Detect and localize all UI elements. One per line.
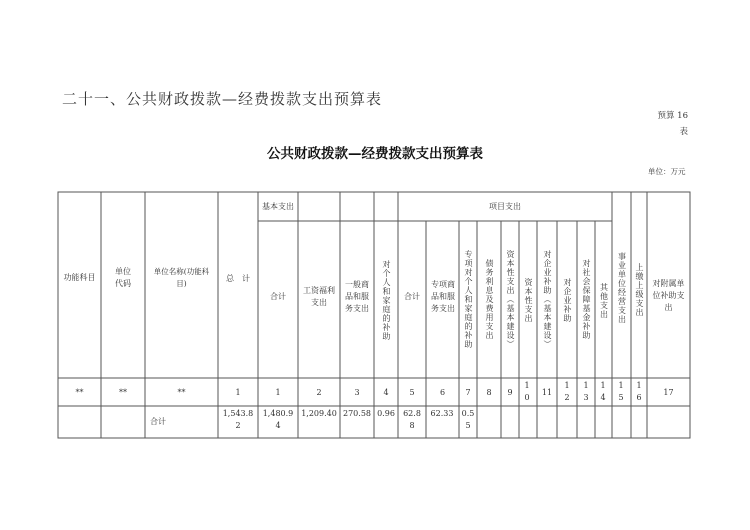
- index-cell-12: 12: [564, 381, 570, 402]
- total-row-proj-goods: 62.33: [430, 409, 454, 418]
- total-row-label: 合计: [150, 417, 166, 426]
- header-biz-expense: 事业单位经营支出: [617, 252, 627, 324]
- index-cell-total: 1: [235, 388, 241, 397]
- header-proj-social: 对社会保障基金补助: [582, 259, 591, 340]
- header-func-code: 功能科目: [63, 273, 96, 282]
- index-cell-13: 13: [583, 381, 589, 402]
- header-basic-sum: 合计: [270, 292, 286, 301]
- total-row-basic-goods: 270.58: [343, 409, 371, 418]
- header-project: 项目支出: [489, 202, 521, 211]
- document-heading: 二十一、公共财政拨款—经费拨款支出预算表: [62, 90, 383, 108]
- header-subsidy: 对附属单位补助支出: [652, 279, 685, 312]
- total-row-basic-wage: 1,209.40: [301, 409, 337, 418]
- header-total: 总 计: [226, 274, 250, 283]
- index-cell-3: 3: [354, 388, 360, 397]
- table-number: 预算 16 表: [657, 111, 688, 137]
- total-row-total: 1,543.82: [222, 409, 254, 430]
- index-cell-2: 2: [316, 388, 322, 397]
- index-cell-9: 9: [507, 388, 513, 397]
- total-row-basic-sum: 1,480.94: [262, 409, 294, 430]
- header-proj-capital-basic: 资本性支出（基本建设）: [506, 250, 515, 349]
- index-cell-name: **: [177, 388, 186, 397]
- header-unit-name: 单位名称(功能科目): [153, 267, 210, 288]
- header-basic-wage: 工资福利支出: [303, 286, 335, 307]
- table-title: 公共财政拨款—经费拨款支出预算表: [267, 146, 483, 162]
- index-cell-7: 7: [465, 388, 471, 397]
- header-proj-debt: 债务利息及费用支出: [485, 259, 494, 340]
- index-cell-6: 6: [439, 388, 446, 397]
- total-row-basic-personal: 0.96: [377, 409, 395, 418]
- index-cell-code: **: [119, 388, 127, 397]
- header-unit-code: 单位代码: [115, 267, 131, 288]
- header-upper: 上缴上级支出: [635, 263, 644, 317]
- index-cell-func: **: [75, 388, 84, 397]
- total-row-proj-personal: 0.55: [461, 409, 475, 430]
- header-proj-personal: 专项对个人和家庭的补助: [464, 250, 473, 349]
- header-basic-personal: 对个人和家庭的补助: [382, 259, 391, 341]
- index-cell-17: 17: [663, 388, 674, 397]
- index-cell-4: 4: [383, 388, 389, 397]
- header-proj-capital: 资本性支出: [524, 277, 533, 323]
- index-cell-1: 1: [275, 388, 281, 397]
- index-cell-10: 10: [524, 381, 530, 402]
- index-cell-11: 11: [541, 388, 553, 397]
- index-cell-15: 15: [618, 381, 624, 402]
- header-proj-enterprise: 对企业补助: [563, 277, 572, 323]
- header-proj-enterprise-basic: 对企业补助（基本建设）: [543, 250, 552, 349]
- header-proj-other: 其他支出: [599, 283, 609, 319]
- index-cell-5: 5: [409, 388, 415, 397]
- header-basic-goods: 一般商品和服务支出: [345, 280, 369, 313]
- index-cell-14: 14: [600, 381, 606, 402]
- index-cell-8: 8: [486, 388, 492, 397]
- header-basic: 基本支出: [262, 201, 294, 211]
- index-cell-16: 16: [636, 381, 642, 402]
- unit-label: 单位：万元: [648, 167, 686, 176]
- header-proj-goods: 专项商品和服务支出: [431, 280, 455, 313]
- header-proj-sum: 合计: [404, 292, 420, 301]
- total-row-proj-sum: 62.88: [403, 409, 421, 430]
